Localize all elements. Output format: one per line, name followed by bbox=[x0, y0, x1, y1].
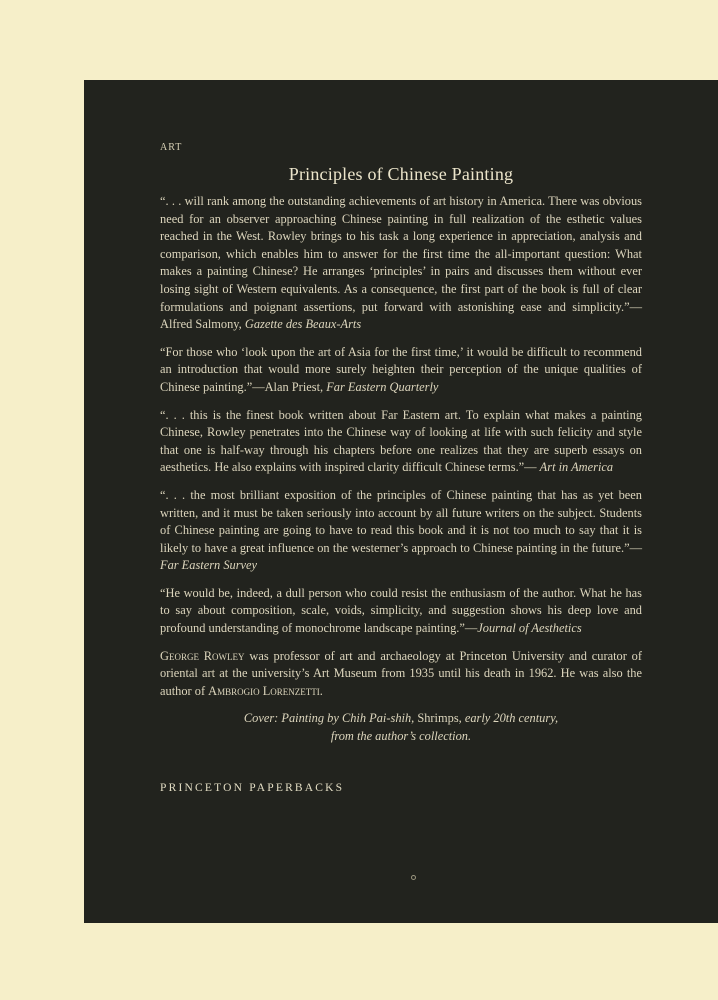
other-book-title: Ambrogio Lorenzetti bbox=[208, 683, 320, 698]
review-quote: “He would be, indeed, a dull person who could resist the enthusiasm of the author. What he has to say about composition, scale, voids, simplicity, and suggestion shows his deep love and profound understanding of monochrome landscape painting.”—Journal of Aesthetics bbox=[160, 585, 642, 636]
review-source: Journal of Aesthetics bbox=[477, 621, 582, 636]
author-bio: George Rowley was professor of art and archaeology at Princeton University and curator of oriental art at the university’s Art Museum from 1935 until his death in 1962. He was also the author of Ambrogio Lorenzetti. bbox=[160, 648, 642, 698]
book-title: Principles of Chinese Painting bbox=[288, 164, 514, 184]
back-cover-panel bbox=[84, 80, 718, 923]
category-label: ART bbox=[160, 142, 183, 153]
cover-credit-line-1: Cover: Painting by Chih Pai-shih, Shrimps, early 20th century, bbox=[243, 711, 559, 726]
review-quote: “. . . will rank among the outstanding achievements of art history in America. There was obvious need for an observer approaching Chinese painting in full realization of the esthetic values reached in the West. Rowley brings to his task a long experience in appreciation, analysis and comparison, which enables him to answer for the first time the all-important question: What makes a painting Chinese? He arranges ‘principles’ in pairs and discusses them without ever losing sight of Western equivalents. As a consequence, the first part of the book is full of clear formulations and poignant assertions, put forward with astonishing ease and simplicity.”—Alfred Salmony, Gazette des Beaux-Arts bbox=[160, 194, 642, 332]
review-source: Far Eastern Quarterly bbox=[326, 379, 439, 394]
review-source: Gazette des Beaux-Arts bbox=[244, 317, 362, 332]
paper-speck bbox=[411, 875, 416, 880]
series-imprint: PRINCETON PAPERBACKS bbox=[160, 782, 345, 794]
review-quote: “. . . the most brilliant exposition of the principles of Chinese painting that has as yet been written, and it must be taken seriously into account by all future writers on the subject. Students of Chinese painting are going to have to read this book and it is not too much to say that it is likely to have a great influence on the westerner’s approach to Chinese painting in the future.”—Far Eastern Survey bbox=[160, 487, 642, 573]
review-quote: “For those who ‘look upon the art of Asia for the first time,’ it would be difficult to recommend an introduction that would more surely heighten their perception of the unique qualities of Chinese painting.”—Alan Priest, Far Eastern Quarterly bbox=[160, 344, 642, 394]
author-name: George Rowley bbox=[160, 648, 245, 663]
review-source: Far Eastern Survey bbox=[160, 558, 258, 573]
review-quote: “. . . this is the finest book written about Far Eastern art. To explain what makes a painting Chinese, Rowley penetrates into the Chinese way of looking at life with such felicity and style that one is half-way through his chapters before one realizes that they are superb essays on aesthetics. He also explains with inspired clarity difficult Chinese terms.”— Art in America bbox=[160, 407, 642, 475]
reviews-block bbox=[160, 193, 642, 746]
cover-credit-line-2: from the author’s collection. bbox=[330, 729, 472, 744]
review-source: Art in America bbox=[539, 460, 614, 475]
cover-credit bbox=[160, 710, 642, 745]
